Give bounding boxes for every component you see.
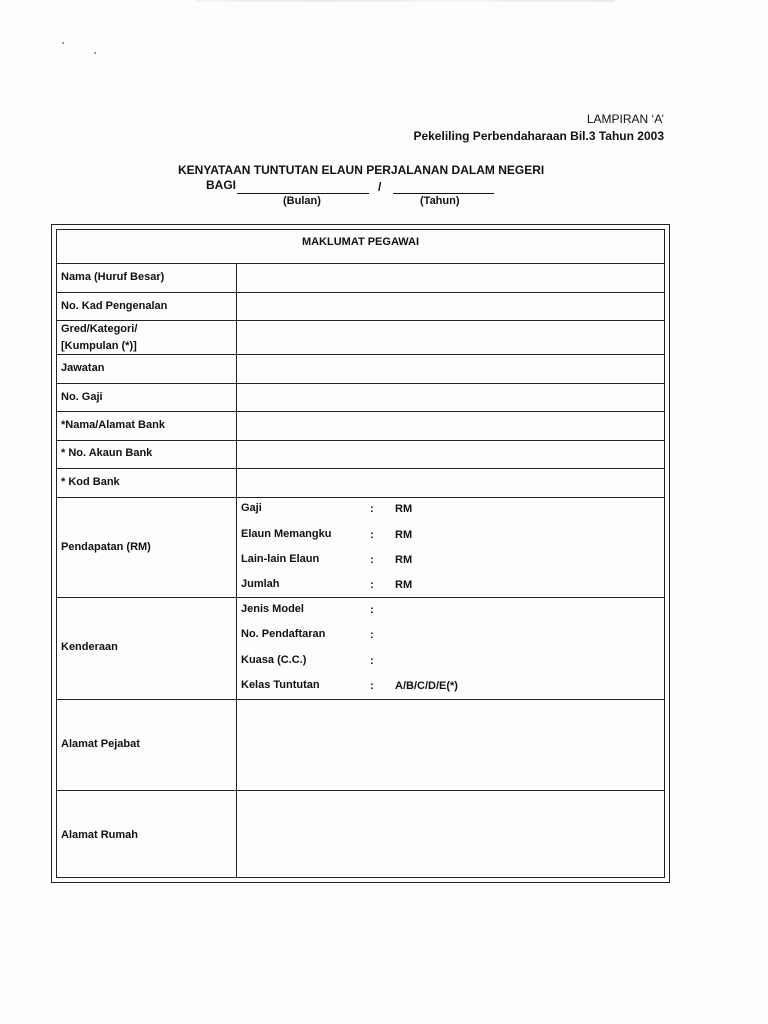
month-field-line[interactable] (237, 193, 369, 194)
month-caption: (Bulan) (283, 195, 321, 207)
pendapatan-memangku-label: Elaun Memangku (241, 528, 332, 540)
label-kenderaan: Kenderaan (61, 641, 118, 653)
pendapatan-gaji-label: Gaji (241, 502, 262, 514)
pendapatan-gaji-value[interactable]: RM (395, 503, 413, 515)
colon: : (370, 680, 374, 692)
label-kumpulan: [Kumpulan (*)] (61, 340, 137, 352)
label-kod-bank: * Kod Bank (61, 476, 120, 488)
row-divider (56, 597, 665, 598)
label-alamat-pejabat: Alamat Pejabat (61, 738, 140, 750)
kenderaan-model-label: Jenis Model (241, 603, 304, 615)
kenderaan-kelas-value[interactable]: A/B/C/D/E(*) (395, 680, 458, 692)
bagi-label: BAGI (206, 178, 236, 192)
colon: : (370, 529, 374, 541)
label-kad-pengenalan: No. Kad Pengenalan (61, 300, 168, 312)
colon: : (370, 629, 374, 641)
field-kod-bank[interactable] (237, 469, 664, 496)
colon: : (370, 554, 374, 566)
kenderaan-kelas-label: Kelas Tuntutan (241, 679, 320, 691)
year-caption: (Tahun) (420, 195, 460, 207)
field-kad-pengenalan[interactable] (237, 293, 664, 319)
circular-reference: Pekeliling Perbendaharaan Bil.3 Tahun 2003 (413, 129, 664, 143)
pendapatan-lain-value[interactable]: RM (395, 554, 413, 566)
year-field-line[interactable] (393, 193, 494, 194)
field-nama[interactable] (237, 264, 664, 291)
label-bank: *Nama/Alamat Bank (61, 419, 165, 431)
form-title: KENYATAAN TUNTUTAN ELAUN PERJALANAN DALAM NEGERI (178, 163, 545, 177)
field-gred[interactable] (237, 321, 664, 353)
pendapatan-memangku-value[interactable]: RM (395, 529, 413, 541)
scan-artifact (195, 0, 615, 2)
colon: : (370, 503, 374, 515)
field-no-gaji[interactable] (237, 384, 664, 410)
label-akaun-bank: * No. Akaun Bank (61, 447, 153, 459)
label-jawatan: Jawatan (61, 362, 105, 374)
scan-speck (94, 52, 96, 54)
pendapatan-jumlah-value[interactable]: RM (395, 579, 413, 591)
appendix-label: LAMPIRAN ‘A’ (586, 112, 664, 126)
label-nama: Nama (Huruf Besar) (61, 271, 165, 283)
date-separator: / (378, 180, 382, 194)
pendapatan-lain-label: Lain-lain Elaun (241, 553, 320, 565)
section-heading: MAKLUMAT PEGAWAI (301, 236, 420, 248)
row-divider (56, 497, 665, 498)
colon: : (370, 579, 374, 591)
label-gred: Gred/Kategori/ (61, 323, 138, 335)
field-alamat-rumah[interactable] (237, 791, 664, 877)
field-jawatan[interactable] (237, 355, 664, 382)
field-alamat-pejabat[interactable] (237, 700, 664, 789)
kenderaan-kuasa-label: Kuasa (C.C.) (241, 654, 307, 666)
field-akaun-bank[interactable] (237, 441, 664, 467)
label-no-gaji: No. Gaji (61, 391, 103, 403)
colon: : (370, 655, 374, 667)
scan-speck (62, 42, 64, 44)
pendapatan-jumlah-label: Jumlah (241, 578, 280, 590)
label-pendapatan: Pendapatan (RM) (61, 541, 151, 553)
kenderaan-pendaftaran-label: No. Pendaftaran (241, 628, 326, 640)
label-alamat-rumah: Alamat Rumah (61, 829, 139, 841)
field-bank[interactable] (237, 412, 664, 439)
colon: : (370, 604, 374, 616)
